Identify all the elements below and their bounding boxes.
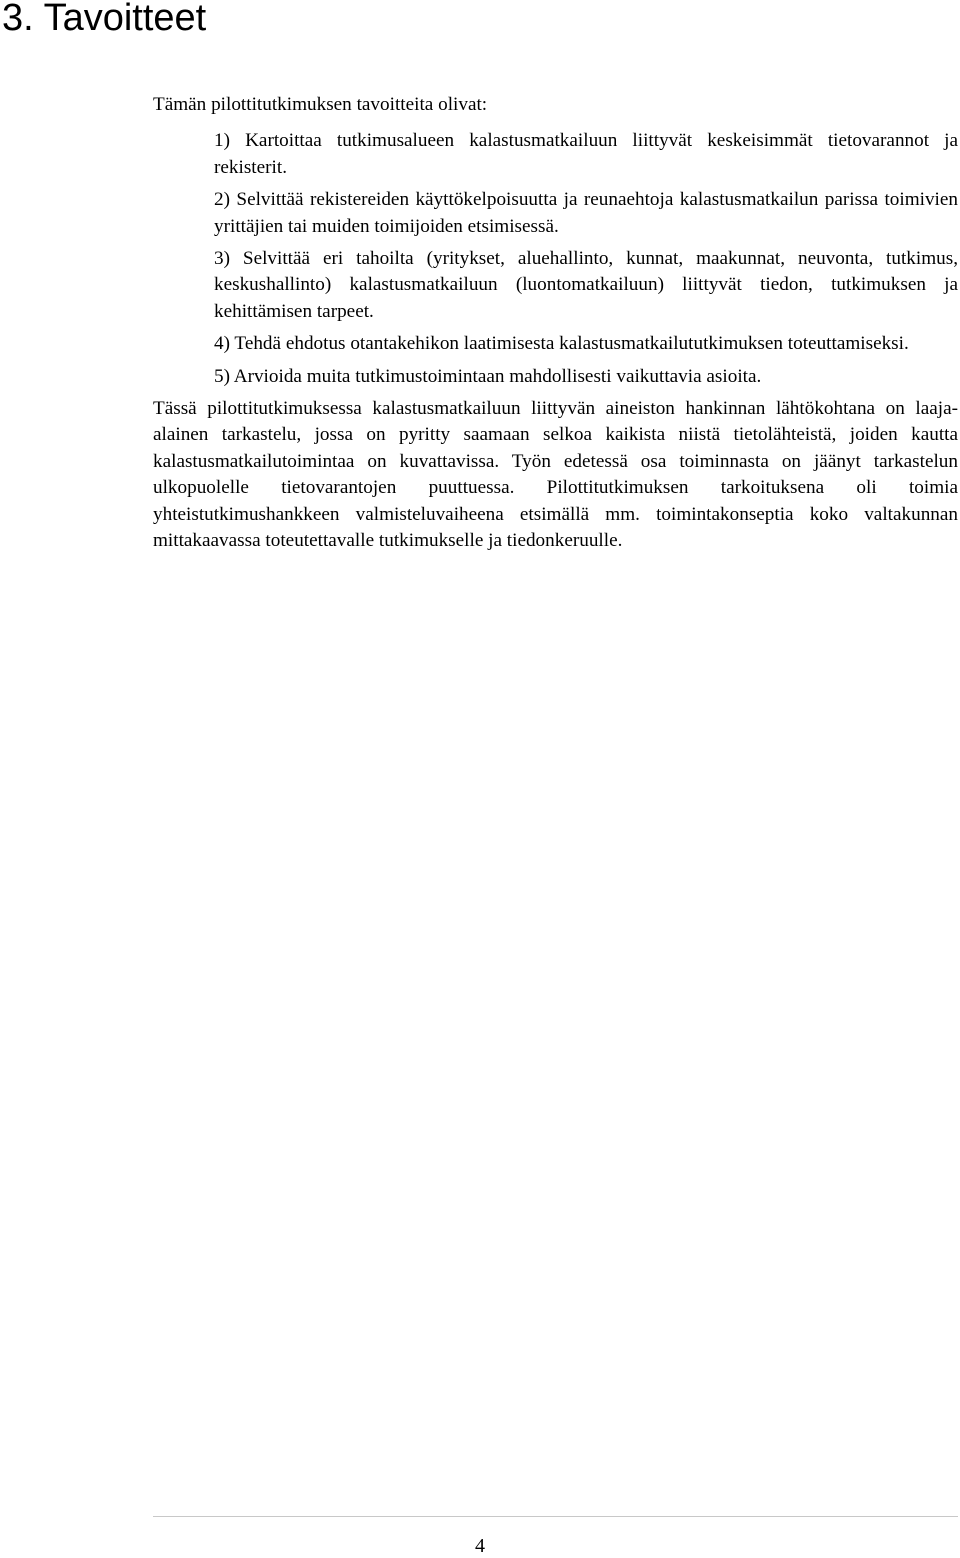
body-paragraph: Tässä pilottitutkimuksessa kalastusmatkailuun liittyvän aineiston hankinnan lähtökohtana on laaja-alainen tarkastelu, jossa on pyritty saamaan selkoa kaikista niistä tietolähteistä, joiden kautta kalastusmatkailutoimintaa on kuvattavissa. Työn edetessä osa toiminnasta on jäänyt tarkastelun ulkopuolelle tietovarantojen puuttuessa. Pilottitutkimuksen tarkoituksena oli toimia yhteistutkimushankkeen valmisteluvaiheena etsimällä mm. toimintakonseptia koko valtakunnan mittakaavassa toteutettavalle tutkimukselle ja tiedonkeruulle. <box>153 398 958 552</box>
list-item: 3) Selvittää eri tahoilta (yritykset, aluehallinto, kunnat, maakunnat, neuvonta, tutkimus, keskushallinto) kalastusmatkailuun (luontomatkailuun) liittyvät tiedon, tutkimuksen ja kehittämisen tarpeet. <box>214 248 958 322</box>
intro-text: Tämän pilottitutkimuksen tavoitteita olivat: <box>153 94 488 115</box>
document-body <box>153 92 958 555</box>
list-item: 5) Arvioida muita tutkimustoimintaan mahdollisesti vaikuttavia asioita. <box>214 365 762 387</box>
footer-divider <box>153 1516 958 1517</box>
list-item: 4) Tehdä ehdotus otantakehikon laatimisesta kalastusmatkailututkimuksen toteuttamiseksi. <box>214 333 909 355</box>
list-item: 2) Selvittää rekistereiden käyttökelpoisuutta ja reunaehtoja kalastusmatkailun parissa toimivien yrittäjien tai muiden toimijoiden etsimisessä. <box>214 189 958 237</box>
page-title: 3. Tavoitteet <box>2 0 207 39</box>
page-number: 4 <box>475 1535 485 1557</box>
list-item: 1) Kartoittaa tutkimusalueen kalastusmatkailuun liittyvät keskeisimmät tietovarannot ja rekisterit. <box>214 130 958 178</box>
